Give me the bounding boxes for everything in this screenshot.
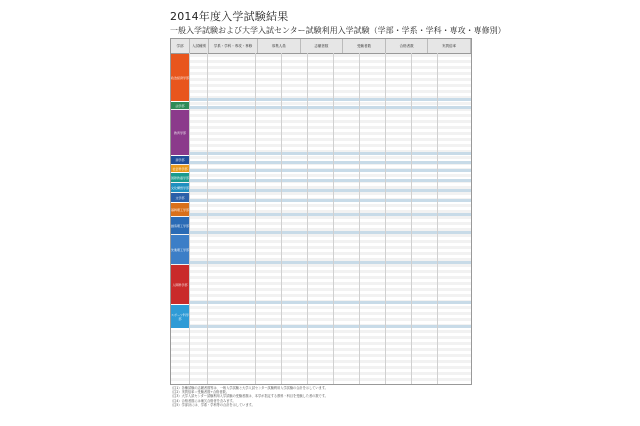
faculty-label: 国際教養学部	[171, 173, 189, 182]
faculty-label: 先進理工学部	[171, 235, 189, 264]
faculty-label: 法学部	[171, 102, 189, 109]
footnote: （注1）各種試験の志願者数等は、一般入学試験と大学入試センター試験利用入学試験の合計を示しています。	[170, 386, 328, 390]
column-divider	[207, 53, 208, 384]
footnote: （注2）実質倍率＝受験者数÷合格者数。	[170, 390, 229, 395]
faculty-label: 商学部	[171, 156, 189, 164]
subtotal-row	[189, 106, 471, 109]
column-divider	[333, 53, 334, 384]
faculty-label: 社会科学部	[172, 166, 188, 171]
subtotal-row	[189, 189, 471, 192]
subtotal-row	[189, 161, 471, 164]
faculty-label: 創造理工学部	[171, 217, 189, 234]
subtotal-row	[189, 213, 471, 216]
column-divider	[189, 53, 190, 384]
page-title: 2014年度入学試験結果	[170, 10, 289, 23]
header-exam-type: 入試種別	[190, 39, 209, 53]
header-ratio: 実質倍率	[428, 39, 471, 53]
page-subtitle: 一般入学試験および大学入試センター試験利用入学試験（学部・学系・学科・専攻・専修別）	[170, 26, 506, 35]
header-applicants: 志願者数	[301, 39, 344, 53]
column-divider	[411, 53, 412, 384]
header-department: 学系・学科・専攻・専修	[209, 39, 258, 53]
faculty-label: 政治経済学部	[171, 54, 189, 101]
faculty-label: 文学部	[171, 193, 189, 202]
subtotal-row	[189, 152, 471, 155]
column-divider	[255, 53, 256, 384]
faculty-label: 人間科学部	[171, 265, 189, 304]
column-divider	[281, 53, 282, 384]
footnote: （注5）学部計には、学系・学科等の合計を示しています。	[170, 402, 255, 407]
footnote: （注4）合格者数には補欠合格者を含みます。	[170, 398, 236, 403]
subtotal-row	[189, 179, 471, 182]
faculty-label: 教育学部	[171, 110, 189, 155]
header-faculty: 学部	[171, 39, 190, 53]
table-header	[171, 39, 471, 54]
column-divider	[437, 53, 438, 384]
subtotal-row	[189, 301, 471, 304]
footnote: （注3）大学入試センター試験利用入学試験の受験者数は、本学が指定する教科・科目を受験した者の数です。	[170, 394, 328, 399]
document-header	[170, 8, 506, 41]
subtotal-row	[189, 199, 471, 202]
faculty-label: 文化構想学部	[171, 183, 189, 192]
column-divider	[359, 53, 360, 384]
subtotal-row	[189, 231, 471, 234]
column-divider	[307, 53, 308, 384]
header-examinees: 受験者数	[343, 39, 386, 53]
subtotal-row	[189, 325, 471, 328]
footnotes	[170, 386, 470, 407]
faculty-label: スポーツ科学部	[171, 305, 189, 328]
header-capacity: 募集人員	[258, 39, 301, 53]
faculty-label: 基幹理工学部	[171, 203, 189, 216]
results-table	[170, 38, 472, 385]
header-passed: 合格者数	[386, 39, 429, 53]
subtotal-row	[189, 169, 471, 172]
subtotal-row	[189, 261, 471, 264]
subtotal-row	[189, 98, 471, 101]
column-divider	[385, 53, 386, 384]
